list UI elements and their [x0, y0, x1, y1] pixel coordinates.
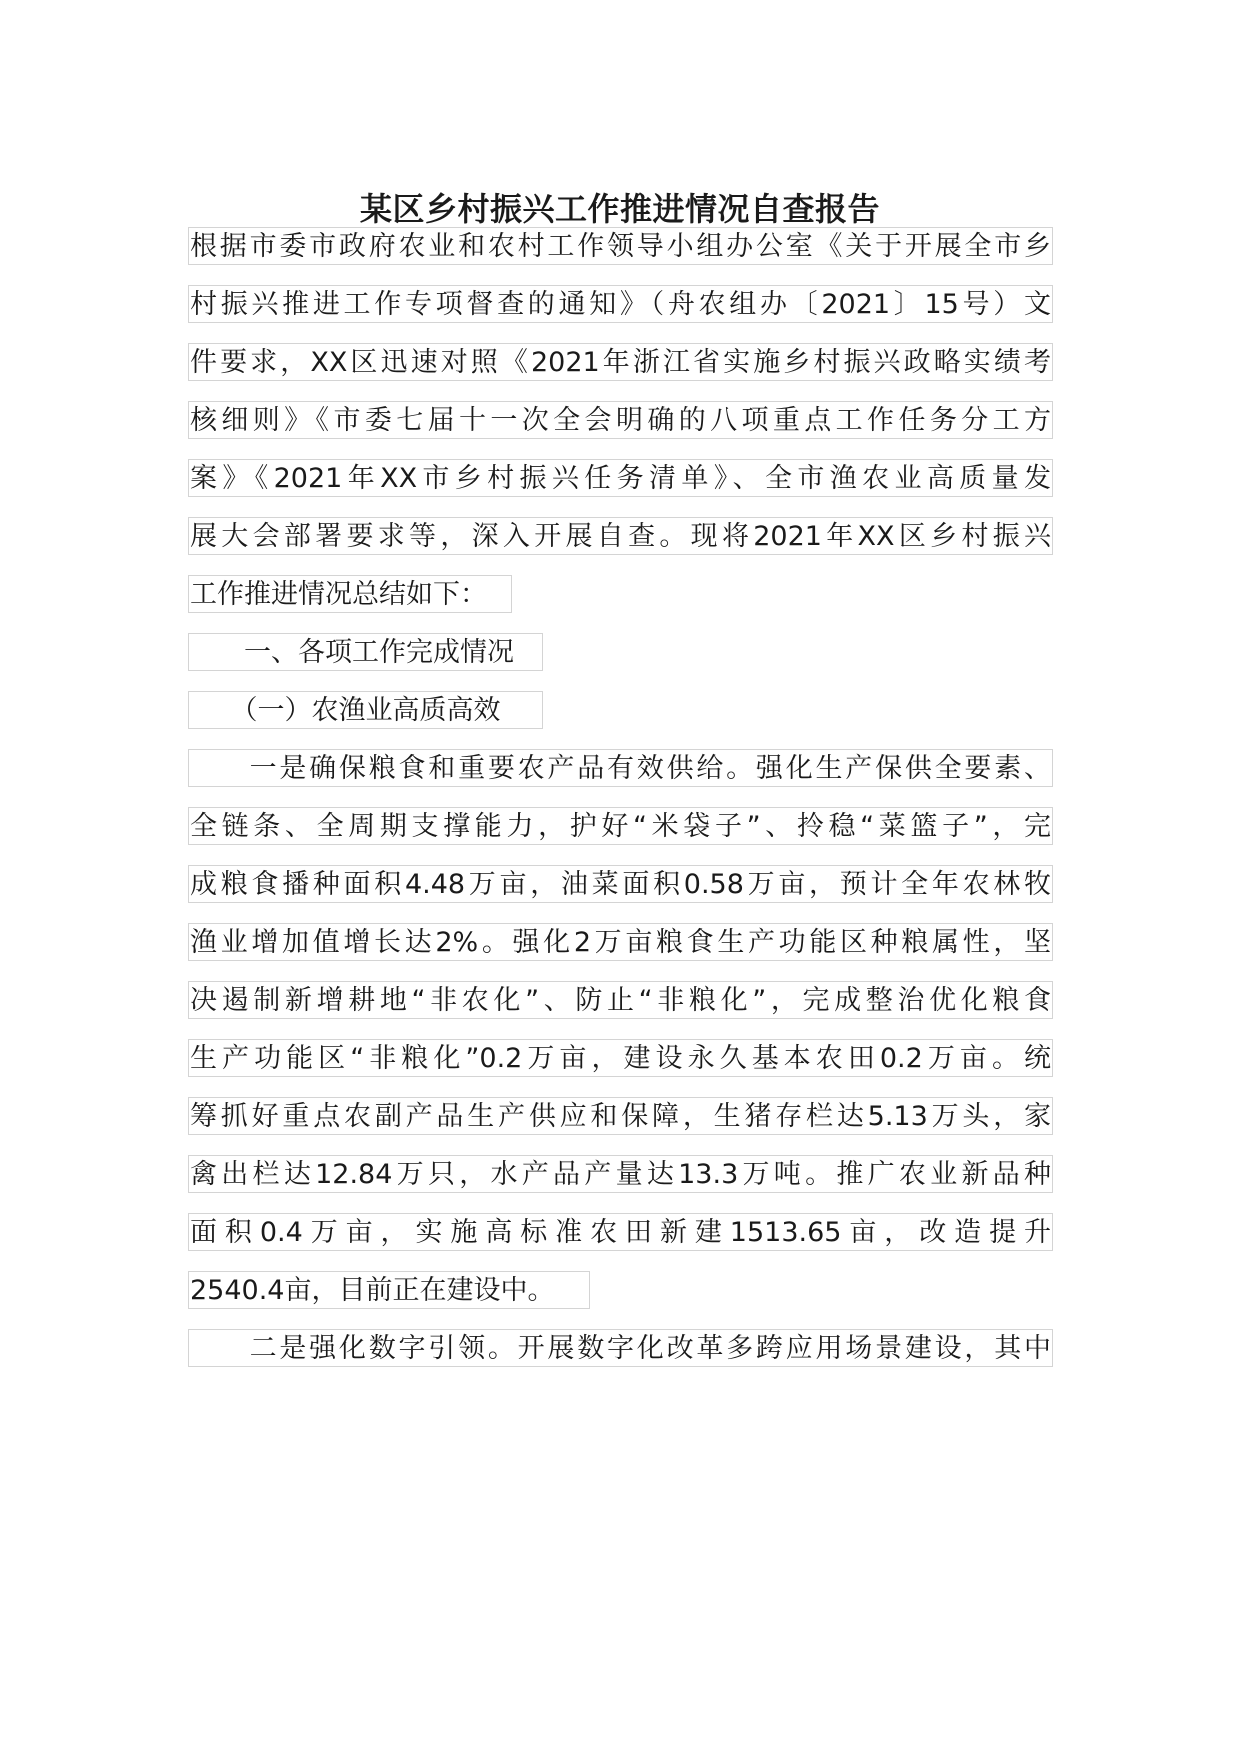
text-line: 根据市委市政府农业和农村工作领导小组办公室《关于开展全市乡: [188, 227, 1053, 265]
text-line: 决遏制新增耕地“非农化”、防止“非粮化”，完成整治优化粮食: [188, 981, 1053, 1019]
text-line: 全链条、全周期支撑能力，护好“米袋子”、拎稳“菜篮子”，完: [188, 807, 1053, 845]
text-line: 核细则》《市委七届十一次全会明确的八项重点工作任务分工方: [188, 401, 1053, 439]
text-line: 2540.4亩，目前正在建设中。: [188, 1271, 590, 1309]
text-line: 渔业增加值增长达2%。强化2万亩粮食生产功能区种粮属性，坚: [188, 923, 1053, 961]
section-heading: 一、各项工作完成情况: [188, 633, 543, 671]
text-line: 筹抓好重点农副产品生产供应和保障，生猪存栏达5.13万头，家: [188, 1097, 1053, 1135]
text-line: 生产功能区“非粮化”0.2万亩，建设永久基本农田0.2万亩。统: [188, 1039, 1053, 1077]
text-line: 成粮食播种面积4.48万亩，油菜面积0.58万亩，预计全年农林牧: [188, 865, 1053, 903]
text-line: 件要求，XX区迅速对照《2021年浙江省实施乡村振兴政略实绩考: [188, 343, 1053, 381]
report-title: 某区乡村振兴工作推进情况自查报告: [359, 190, 880, 228]
text-line: 二是强化数字引领。开展数字化改革多跨应用场景建设，其中: [188, 1329, 1053, 1367]
text-line: 展大会部署要求等，深入开展自查。现将2021年XX区乡村振兴: [188, 517, 1053, 555]
text-line: 案》《2021年XX市乡村振兴任务清单》、全市渔农业高质量发: [188, 459, 1053, 497]
text-line: 一是确保粮食和重要农产品有效供给。强化生产保供全要素、: [188, 749, 1053, 787]
text-line: 禽出栏达12.84万只，水产品产量达13.3万吨。推广农业新品种: [188, 1155, 1053, 1193]
text-line: 面积0.4万亩，实施高标准农田新建1513.65亩，改造提升: [188, 1213, 1053, 1251]
text-line: 工作推进情况总结如下：: [188, 575, 512, 613]
text-line: 村振兴推进工作专项督查的通知》（舟农组办〔2021〕15号）文: [188, 285, 1053, 323]
subsection-heading: （一）农渔业高质高效: [188, 691, 543, 729]
